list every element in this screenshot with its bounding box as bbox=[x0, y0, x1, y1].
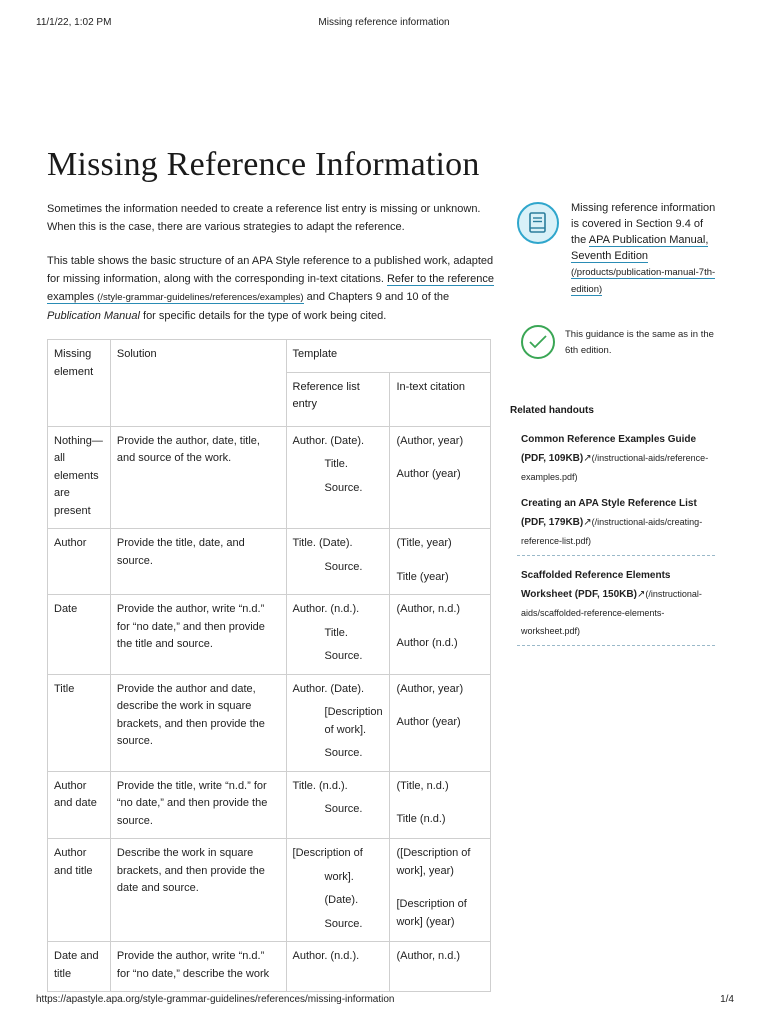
reference-line: [Description of work]. bbox=[324, 706, 383, 736]
cell-in-text-citation bbox=[390, 771, 491, 839]
cell-reference-entry bbox=[286, 529, 390, 595]
publication-manual-link[interactable] bbox=[571, 234, 715, 296]
narrative-citation: Title (n.d.) bbox=[396, 813, 446, 825]
cell-in-text-citation bbox=[390, 942, 491, 992]
reference-line: Source. bbox=[324, 560, 363, 573]
handout-path: (/instructional-aids/reference-examples.pdf) bbox=[521, 453, 709, 482]
parenthetical-citation: (Author, year) bbox=[396, 434, 464, 447]
manual-info-lead: Missing reference information is covered in Section 9.4 of the bbox=[571, 202, 716, 246]
table-row bbox=[48, 529, 491, 595]
publication-manual-link-path: (/products/publication-manual-7th-edition) bbox=[571, 267, 716, 295]
external-link-icon: ↗ bbox=[583, 517, 592, 528]
reference-first-line: [Description of bbox=[292, 847, 363, 859]
cell-in-text-citation bbox=[390, 426, 491, 529]
handout-title[interactable]: Common Reference Examples Guide (PDF, 109KB) bbox=[521, 434, 697, 464]
reference-line: (Date). bbox=[324, 894, 359, 906]
cell-solution: Describe the work in square brackets, and then provide the date and source. bbox=[110, 839, 286, 942]
reference-first-line: Title. (Date). bbox=[292, 537, 353, 549]
parenthetical-citation: (Author, n.d.) bbox=[396, 950, 461, 962]
cell-missing-element: Author bbox=[48, 529, 111, 595]
cell-in-text-citation bbox=[390, 674, 491, 771]
external-link-icon: ↗ bbox=[583, 453, 592, 464]
table-row bbox=[48, 674, 491, 771]
parenthetical-citation: (Title, year) bbox=[396, 537, 452, 549]
handout-title[interactable]: Scaffolded Reference Elements Worksheet (PDF, 150KB) bbox=[521, 570, 671, 600]
reference-line: Source. bbox=[324, 747, 363, 759]
cell-missing-element: Title bbox=[48, 674, 111, 771]
header-solution: Solution bbox=[110, 340, 286, 427]
reference-first-line: Author. (Date). bbox=[292, 682, 365, 695]
intro-paragraph-2 bbox=[47, 252, 494, 325]
cell-missing-element: Date bbox=[48, 595, 111, 675]
handout-item[interactable] bbox=[517, 491, 715, 556]
intro-text-a: This table shows the basic structure of an APA Style reference to a published work, adapted for missing information, along with the corresponding in-text citations. bbox=[47, 255, 494, 285]
cell-in-text-citation bbox=[390, 529, 491, 595]
header-template: Template bbox=[286, 340, 490, 373]
reference-first-line: Author. (n.d.). bbox=[292, 950, 360, 962]
cell-solution: Provide the author, date, title, and source of the work. bbox=[110, 426, 286, 529]
cell-solution: Provide the author and date, describe the work in square brackets, and then provide the source. bbox=[110, 674, 286, 771]
table-body bbox=[48, 426, 491, 992]
external-link-icon: ↗ bbox=[636, 589, 646, 600]
narrative-citation: Author (year) bbox=[396, 716, 461, 728]
handout-item[interactable] bbox=[517, 563, 715, 646]
cell-missing-element: Author and date bbox=[48, 771, 111, 839]
cell-reference-entry bbox=[286, 674, 390, 771]
reference-line: Source. bbox=[324, 650, 363, 662]
print-url: https://apastyle.apa.org/style-grammar-guidelines/references/missing-information bbox=[36, 994, 395, 1005]
cell-reference-entry bbox=[286, 942, 390, 992]
publication-manual-link-text: APA Publication Manual, Seventh Edition bbox=[571, 234, 709, 262]
reference-line: Title. bbox=[324, 626, 348, 639]
cell-missing-element: Nothing—all elements are present bbox=[48, 426, 111, 529]
cell-reference-entry bbox=[286, 595, 390, 675]
reference-first-line: Title. (n.d.). bbox=[292, 779, 348, 792]
intro-text-c: for specific details for the type of work being cited. bbox=[139, 310, 387, 322]
header-reference-entry: Reference list entry bbox=[286, 372, 390, 426]
reference-line: work]. bbox=[324, 870, 354, 883]
cell-reference-entry bbox=[286, 839, 390, 942]
cell-reference-entry bbox=[286, 771, 390, 839]
print-title: Missing reference information bbox=[318, 17, 450, 28]
guidance-text: This guidance is the same as in the 6th edition. bbox=[565, 329, 714, 356]
cell-reference-entry bbox=[286, 426, 390, 529]
header-in-text-citation: In-text citation bbox=[390, 372, 491, 426]
page-title: Missing Reference Information bbox=[47, 146, 480, 183]
table-row bbox=[48, 426, 491, 529]
cell-solution: Provide the author, write “n.d.” for “no date,” and then provide the title and source. bbox=[110, 595, 286, 675]
reference-line: Title. bbox=[324, 458, 348, 470]
reference-first-line: Author. (n.d.). bbox=[292, 603, 360, 615]
intro-text-b: and Chapters 9 and 10 of the bbox=[303, 291, 450, 303]
reference-line: Source. bbox=[324, 481, 363, 494]
parenthetical-citation: (Title, n.d.) bbox=[396, 779, 449, 792]
print-datetime: 11/1/22, 1:02 PM bbox=[36, 17, 112, 28]
table-row bbox=[48, 595, 491, 675]
cell-missing-element: Author and title bbox=[48, 839, 111, 942]
missing-info-table bbox=[47, 339, 491, 992]
parenthetical-citation: ([Description of work], year) bbox=[396, 847, 471, 877]
print-page-number: 1/4 bbox=[720, 994, 734, 1005]
handout-title[interactable]: Creating an APA Style Reference List (PDF, 179KB) bbox=[521, 498, 697, 528]
intro-paragraph-1: Sometimes the information needed to create a reference list entry is missing or unknown. When this is the case, there are various strategies to adapt the reference. bbox=[47, 203, 481, 233]
reference-line: Source. bbox=[324, 803, 363, 815]
cell-missing-element: Date and title bbox=[48, 942, 111, 992]
book-icon bbox=[517, 202, 559, 244]
publication-manual-italic: Publication Manual bbox=[47, 310, 140, 322]
table-row bbox=[48, 942, 491, 992]
cell-in-text-citation bbox=[390, 839, 491, 942]
table-row bbox=[48, 771, 491, 839]
reference-first-line: Author. (Date). bbox=[292, 434, 365, 447]
cell-in-text-citation bbox=[390, 595, 491, 675]
manual-info-text bbox=[571, 200, 721, 298]
cell-solution: Provide the title, write “n.d.” for “no date,” and then provide the source. bbox=[110, 771, 286, 839]
related-handouts-list bbox=[517, 427, 715, 653]
header-missing-element: Missing element bbox=[48, 340, 111, 427]
handout-path: (/instructional-aids/scaffolded-reference-elements-worksheet.pdf) bbox=[521, 589, 702, 636]
parenthetical-citation: (Author, n.d.) bbox=[396, 603, 461, 615]
table-row bbox=[48, 839, 491, 942]
related-handouts-heading: Related handouts bbox=[510, 405, 594, 416]
reference-line: Source. bbox=[324, 917, 363, 930]
cell-solution: Provide the title, date, and source. bbox=[110, 529, 286, 595]
narrative-citation: Author (year) bbox=[396, 468, 461, 480]
narrative-citation: [Description of work] (year) bbox=[396, 898, 467, 928]
parenthetical-citation: (Author, year) bbox=[396, 682, 464, 695]
checkmark-icon bbox=[521, 325, 555, 359]
reference-examples-link-text: Refer to the reference examples bbox=[47, 273, 494, 303]
narrative-citation: Author (n.d.) bbox=[396, 636, 458, 649]
cell-solution: Provide the author, write “n.d.” for “no date,” describe the work bbox=[110, 942, 286, 992]
handout-path: (/instructional-aids/creating-reference-list.pdf) bbox=[521, 517, 703, 546]
reference-examples-link-path: (/style-grammar-guidelines/references/examples) bbox=[97, 292, 304, 303]
handout-item[interactable] bbox=[517, 427, 715, 491]
narrative-citation: Title (year) bbox=[396, 570, 449, 583]
